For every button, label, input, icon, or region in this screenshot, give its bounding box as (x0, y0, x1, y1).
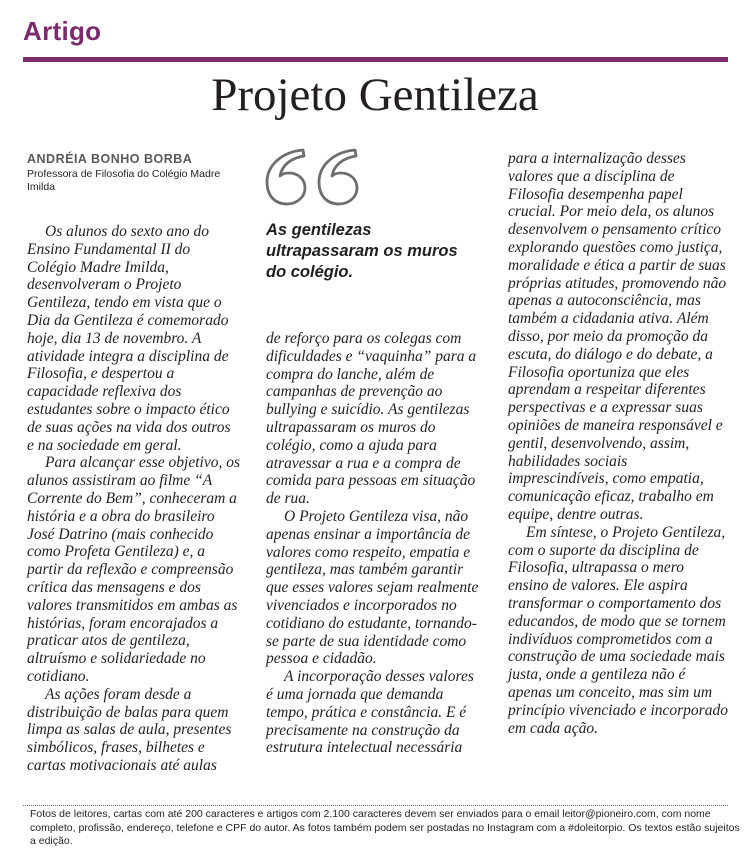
paragraph: Os alunos do sexto ano do Ensino Fundamental II do Colégio Madre Imilda, desenvolveram o Projeto Gentileza, tendo em vista que o Dia da Gentileza é comemorado hoje, dia 13 de novembro. A atividade integra a disciplina de Filosofia, e despertou a capacidade reflexiva dos estudantes sobre o impacto ético de suas ações na vida dos outros e na sociedade em geral. (27, 223, 231, 454)
section-label: Artigo (23, 16, 102, 46)
paragraph: para a internalização desses valores que a disciplina de Filosofia desempenha papel crucial. Por meio dela, os alunos desenvolvem o pensamento crítico explorando questões como justiça, moralidade e ética a partir de suas próprias atitudes, promovendo não apenas a autoconsciência, mas também a cidadania ativa. Além disso, por meio da promoção da escuta, do diálogo e do debate, a Filosofia oportuniza que eles aprendam a respeitar diferentes perspectivas e a expressar suas opiniões de maneira responsável e gentil, desenvolvendo, assim, habilidades sociais imprescindíveis, como empatia, comunicação eficaz, trabalho em equipe, dentre outras. (508, 150, 727, 523)
paragraph: Para alcançar esse objetivo, os alunos assistiram ao filme “A Corrente do Bem”, conheceram a história e a obra do brasileiro José Datrino (mais conhecido como Profeta Gentileza) e, a partir da reflexão e compreensão crítica das mensagens e dos valores transmitidos em ambas as histórias, foram encorajados a praticar atos de gentileza, altruísmo e solidariedade no cotidiano. (27, 454, 241, 685)
double-quote-icon (263, 146, 363, 208)
pull-quote: As gentilezas ultrapassaram os muros do colégio. (266, 221, 458, 281)
body-column-3 (508, 150, 728, 737)
author-name: ANDRÉIA BONHO BORBA (27, 152, 193, 166)
footer-note: Fotos de leitores, cartas com até 200 caracteres e artigos com 2.100 caracteres devem ser enviados para o email leitor@pioneiro.com, com nome completo, profissão, endereço, telefone e CPF do autor. As fotos também podem ser postadas no Instagram com a #doleitorpio. Os textos estão sujeitos a edição. (30, 808, 740, 847)
paragraph: O Projeto Gentileza visa, não apenas ensinar a importância de valores como respeito, empatia e gentileza, mas também garantir que esses valores sejam realmente vivenciados e incorporados no cotidiano do estudante, tornando-se parte de sua identidade como pessoa e cidadão. (266, 507, 479, 668)
body-column-2 (266, 330, 481, 757)
paragraph: A incorporação desses valores é uma jornada que demanda tempo, prática e constância. E é precisamente na construção da estrutura intelectual necessária (266, 668, 474, 757)
paragraph: Em síntese, o Projeto Gentileza, com o suporte da disciplina de Filosofia, ultrapassa o mero ensino de valores. Ele aspira transformar o comportamento dos educandos, de modo que se tornem indivíduos comprometidos com a construção de uma sociedade mais justa, onde a gentileza não é apenas um conceito, mas sim um princípio vivenciado e incorporado em cada ação. (508, 523, 728, 737)
author-role: Professora de Filosofia do Colégio Madre Imilda (27, 168, 221, 193)
paragraph: de reforço para os colegas com dificuldades e “vaquinha” para a compra do lanche, além de campanhas de prevenção ao bullying e suicídio. As gentilezas ultrapassaram os muros do colégio, como a ajuda para atravessar a rua e a compra de comida para pessoas em situação de rua. (266, 330, 477, 508)
paragraph: As ações foram desde a distribuição de balas para quem limpa as salas de aula, presentes simbólicos, frases, bilhetes e cartas motivacionais até aulas (27, 685, 232, 774)
section-rule (23, 57, 728, 62)
body-column-1 (27, 223, 241, 775)
footer-divider (23, 805, 728, 806)
article-title: Projeto Gentileza (211, 69, 539, 121)
